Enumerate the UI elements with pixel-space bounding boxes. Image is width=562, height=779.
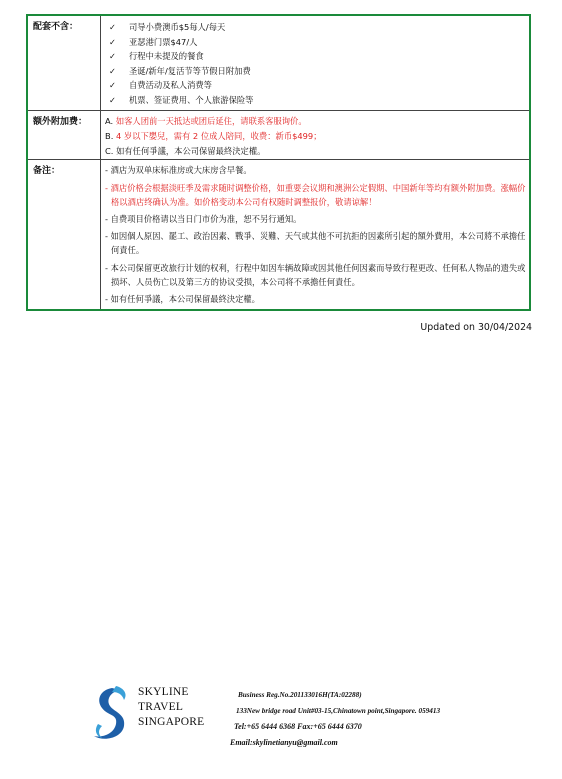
remark-note: - 如因個人原因、罷工、政治因素、戰爭、災難、天气或其他不可抗拒的因素所引起的額外費用，本公司將不承擔任何責任。 [105, 231, 526, 256]
extra-charges-list [101, 110, 529, 160]
remarks-list [101, 159, 529, 309]
extra-line: B. 4 岁以下嬰兒，需有 2 位成人陪同，收费：新币$499； [105, 130, 322, 141]
list-item: ✓ 司导小费澳币$5每人/每天 [105, 20, 529, 35]
company-address: 133New bridge road Unit#03-15,Chinatown point,Singapore. 059413 [236, 706, 441, 715]
remarks-label: 备注： [28, 159, 101, 309]
list-item: ✓ 行程中未提及的餐食 [105, 49, 529, 64]
checkmark-icon: ✓ [109, 51, 116, 62]
checkmark-icon: ✓ [109, 94, 116, 105]
remark-note: - 本公司保留更改旅行计划的权利，行程中如因车辆故障或因其他任何因素而导致行程更改、任何私人物品的遗失或损坏、人员伤亡以及第三方的协议受损，本公司将不承擔任何責任。 [105, 262, 526, 287]
extra-charges-row [28, 110, 529, 160]
list-item: ✓ 圣诞/新年/复活节等节假日附加费 [105, 64, 529, 79]
excluded-label: 配套不含： [28, 16, 101, 110]
company-phone: Tel:+65 6444 6368 Fax:+65 6444 6370 [234, 722, 362, 731]
checkmark-icon: ✓ [109, 22, 116, 32]
company-email: Email:skylinetianyu@gmail.com [230, 737, 338, 747]
remark-note: - 酒店价格会根据淡旺季及需求随时调整价格，如重要会议期和澳洲公定假期、中国新年等均有额外附加费。涨幅价格以酒店终确认为准。如价格变动本公司有权随时调整报价，敬请谅解！ [105, 182, 526, 207]
extra-line: A. 如客人团前一天抵达或团后延住，请联系客服询价。 [105, 115, 307, 126]
remark-note: - 如有任何爭議，本公司保留最終決定權。 [105, 294, 260, 305]
list-item: ✓ 机票、签证费用、个人旅游保险等 [105, 93, 529, 108]
business-info [230, 688, 441, 750]
list-item: ✓ 自费活动及私人消费等 [105, 78, 529, 93]
itinerary-terms-table [26, 14, 531, 311]
skyline-logo-icon [90, 684, 132, 742]
checkmark-icon: ✓ [109, 36, 116, 47]
excluded-row [28, 16, 529, 110]
business-reg: Business Reg.No.201133016H(TA:02288) [238, 691, 362, 699]
logo-wordmark: SKYLINE TRAVEL SINGAPORE [138, 686, 205, 728]
updated-date: Updated on 30/04/2024 [420, 322, 532, 333]
list-item: ✓ 亚瑟港门票$47/人 [105, 35, 529, 50]
company-footer [90, 684, 510, 747]
checkmark-icon: ✓ [109, 65, 116, 76]
extra-line: C. 如有任何爭議，本公司保留最終決定權。 [105, 146, 266, 157]
remarks-row [28, 159, 529, 309]
extra-charges-label: 额外附加费： [28, 110, 101, 160]
remark-note: - 自费项目价格请以当日门市价为准，恕不另行通知。 [105, 214, 302, 225]
excluded-list [101, 16, 529, 110]
remark-note: - 酒店为双单床标准房或大床房含早餐。 [105, 165, 252, 176]
checkmark-icon: ✓ [109, 80, 116, 91]
